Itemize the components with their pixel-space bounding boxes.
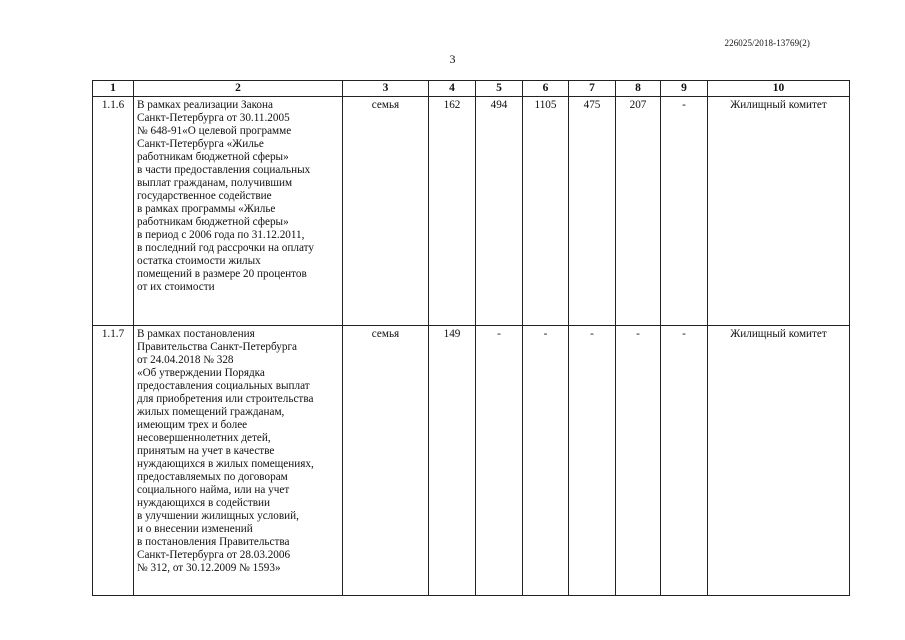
column-header: 4 (429, 81, 476, 97)
page-number: 3 (449, 52, 456, 66)
column-header: 9 (661, 81, 708, 97)
item-description: В рамках постановления Правительства Санкт-Петербурга от 24.04.2018 № 328 «Об утверждении Порядка предоставления социальных выплат для приобретения или строительства жилых помещений гражданам, имеющим трех и более несовершеннолетних детей, принятым на учет в качестве нуждающихся в жилых помещениях, предоставляемых по договорам социального найма, или на учет нуждающихся в содействии в улучшении жилищных условий, и о внесении изменений в постановления Правительства Санкт-Петербурга от 28.03.2006 № 312, от 30.12.2009 № 1593» (134, 326, 343, 596)
value-cell: 207 (616, 97, 661, 326)
column-header: 3 (343, 81, 429, 97)
column-header: 10 (708, 81, 850, 97)
column-header: 7 (569, 81, 616, 97)
table-row (93, 97, 850, 326)
value-cell: 1105 (523, 97, 569, 326)
item-number: 1.1.7 (93, 326, 134, 596)
value-cell: - (616, 326, 661, 596)
table-header-row (93, 81, 850, 97)
value-cell: 494 (476, 97, 523, 326)
item-number: 1.1.6 (93, 97, 134, 326)
column-header: 8 (616, 81, 661, 97)
value-cell: 475 (569, 97, 616, 326)
value-cell: - (476, 326, 523, 596)
program-table (92, 80, 850, 596)
value-cell: - (523, 326, 569, 596)
column-header: 2 (134, 81, 343, 97)
value-cell: - (661, 326, 708, 596)
value-cell: - (569, 326, 616, 596)
table-row (93, 326, 850, 596)
item-description: В рамках реализации Закона Санкт-Петербурга от 30.11.2005 № 648-91«О целевой программе Санкт-Петербурга «Жилье работникам бюджетной сферы» в части предоставления социальных выплат гражданам, получившим государственное содействие в рамках программы «Жилье работникам бюджетной сферы» в период с 2006 года по 31.12.2011, в последний год рассрочки на оплату остатка стоимости жилых помещений в размере 20 процентов от их стоимости (134, 97, 343, 326)
value-cell: 162 (429, 97, 476, 326)
value-cell: - (661, 97, 708, 326)
column-header: 1 (93, 81, 134, 97)
document-id: 226025/2018-13769(2) (724, 38, 810, 48)
column-header: 6 (523, 81, 569, 97)
unit-cell: семья (343, 326, 429, 596)
unit-cell: семья (343, 97, 429, 326)
column-header: 5 (476, 81, 523, 97)
executor-cell: Жилищный комитет (708, 97, 850, 326)
value-cell: 149 (429, 326, 476, 596)
executor-cell: Жилищный комитет (708, 326, 850, 596)
